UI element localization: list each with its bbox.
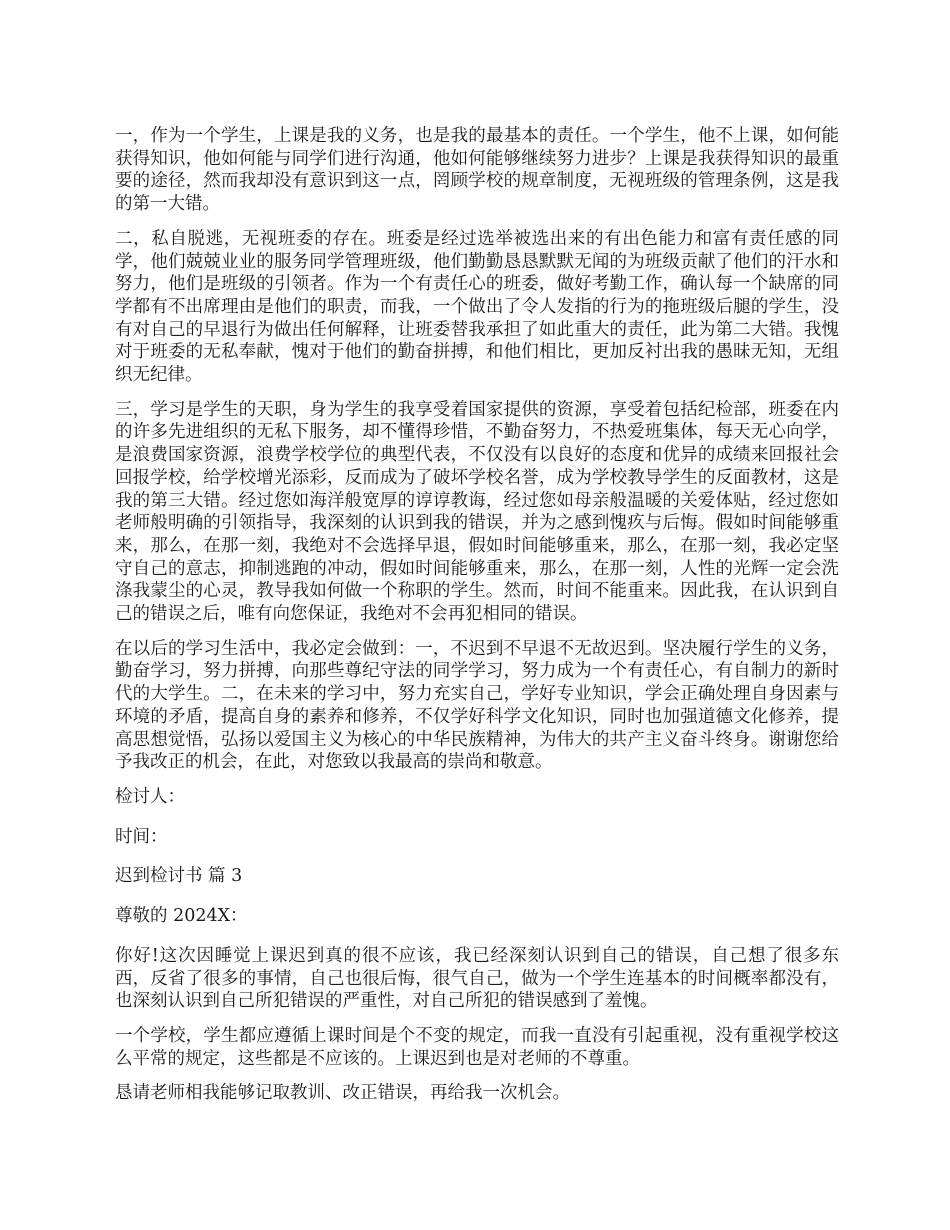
paragraph-school-rules: 一个学校，学生都应遵循上课时间是个不变的规定，而我一直没有引起重视，没有重视学校这么平常的规定，这些都是不应该的。上课迟到也是对老师的不尊重。	[115, 1025, 839, 1069]
paragraph-apology: 你好!这次因睡觉上课迟到真的很不应该，我已经深刻认识到自己的错误，自己想了很多东西，反省了很多的事情，自己也很后悔，很气自己，做为一个学生连基本的时间概率都没有，也深刻认识到自己所犯错误的严重性，对自己所犯的错误感到了羞愧。	[115, 945, 839, 1012]
paragraph-request: 恳请老师相我能够记取教训、改正错误，再给我一次机会。	[115, 1083, 570, 1104]
paragraph-error-one: 一，作为一个学生，上课是我的义务，也是我的最基本的责任。一个学生，他不上课，如何能获得知识，他如何能与同学们进行沟通，他如何能够继续努力进步？上课是我获得知识的最重要的途径，然而我却没有意识到这一点，罔顾学校的规章制度，无视班级的管理条例，这是我的第一大错。	[115, 126, 839, 215]
document-body	[115, 125, 839, 1117]
section-heading: 迟到检讨书 篇 3	[115, 866, 243, 887]
signature-label: 检讨人：	[115, 786, 185, 807]
paragraph-error-three: 三，学习是学生的天职，身为学生的我享受着国家提供的资源，享受着包括纪检部，班委在内的许多先进组织的无私下服务，却不懂得珍惜，不勤奋努力，不热爱班集体，每天无心向学，是浪费国家资源，浪费学校学位的典型代表，不仅没有以良好的态度和优异的成绩来回报社会回报学校，给学校增光添彩，反而成为了破坏学校名誉，成为学校教导学生的反面教材，这是我的第三大错。经过您如海洋般宽厚的谆谆教诲，经过您如母亲般温暖的关爱体贴，经过您如老师般明确的引领指导，我深刻的认识到我的错误，并为之感到愧疚与后悔。假如时间能够重来，那么，在那一刻，我绝对不会选择早退，假如时间能够重来，那么，在那一刻，我必定坚守自己的意志，抑制逃跑的冲动，假如时间能够重来，那么，在那一刻，人性的光辉一定会洗涤我蒙尘的心灵，教导我如何做一个称职的学生。然而，时间不能重来。因此我，在认识到自己的错误之后，唯有向您保证，我绝对不会再犯相同的错误。	[115, 399, 839, 625]
paragraph-future-promise: 在以后的学习生活中，我必定会做到：一，不迟到不早退不无故迟到。坚决履行学生的义务，勤奋学习，努力拼搏，向那些尊纪守法的同学学习，努力成为一个有责任心，有自制力的新时代的大学生。二，在未来的学习中，努力充实自己，学好专业知识，学会正确处理自身因素与环境的矛盾，提高自身的素养和修养，不仅学好科学文化知识，同时也加强道德文化修养，提高思想觉悟，弘扬以爱国主义为核心的中华民族精神，为伟大的共产主义奋斗终身。谢谢您给予我改正的机会，在此，对您致以我最高的崇尚和敬意。	[115, 638, 839, 773]
paragraph-error-two: 二，私自脱逃，无视班委的存在。班委是经过选举被选出来的有出色能力和富有责任感的同学，他们兢兢业业的服务同学管理班级，他们勤勤恳恳默默无闻的为班级贡献了他们的汗水和努力，他们是班级的引领者。作为一个有责任心的班委，做好考勤工作，确认每一个缺席的同学都有不出席理由是他们的职责，而我，一个做出了令人发指的行为的拖班级后腿的学生，没有对自己的早退行为做出任何解释，让班委替我承担了如此重大的责任，此为第二大错。我愧对于班委的无私奉献，愧对于他们的勤奋拼搏，和他们相比，更加反衬出我的愚昧无知，无组织无纪律。	[115, 228, 839, 386]
date-label: 时间：	[115, 826, 168, 847]
salutation: 尊敬的 2024X：	[115, 906, 248, 927]
